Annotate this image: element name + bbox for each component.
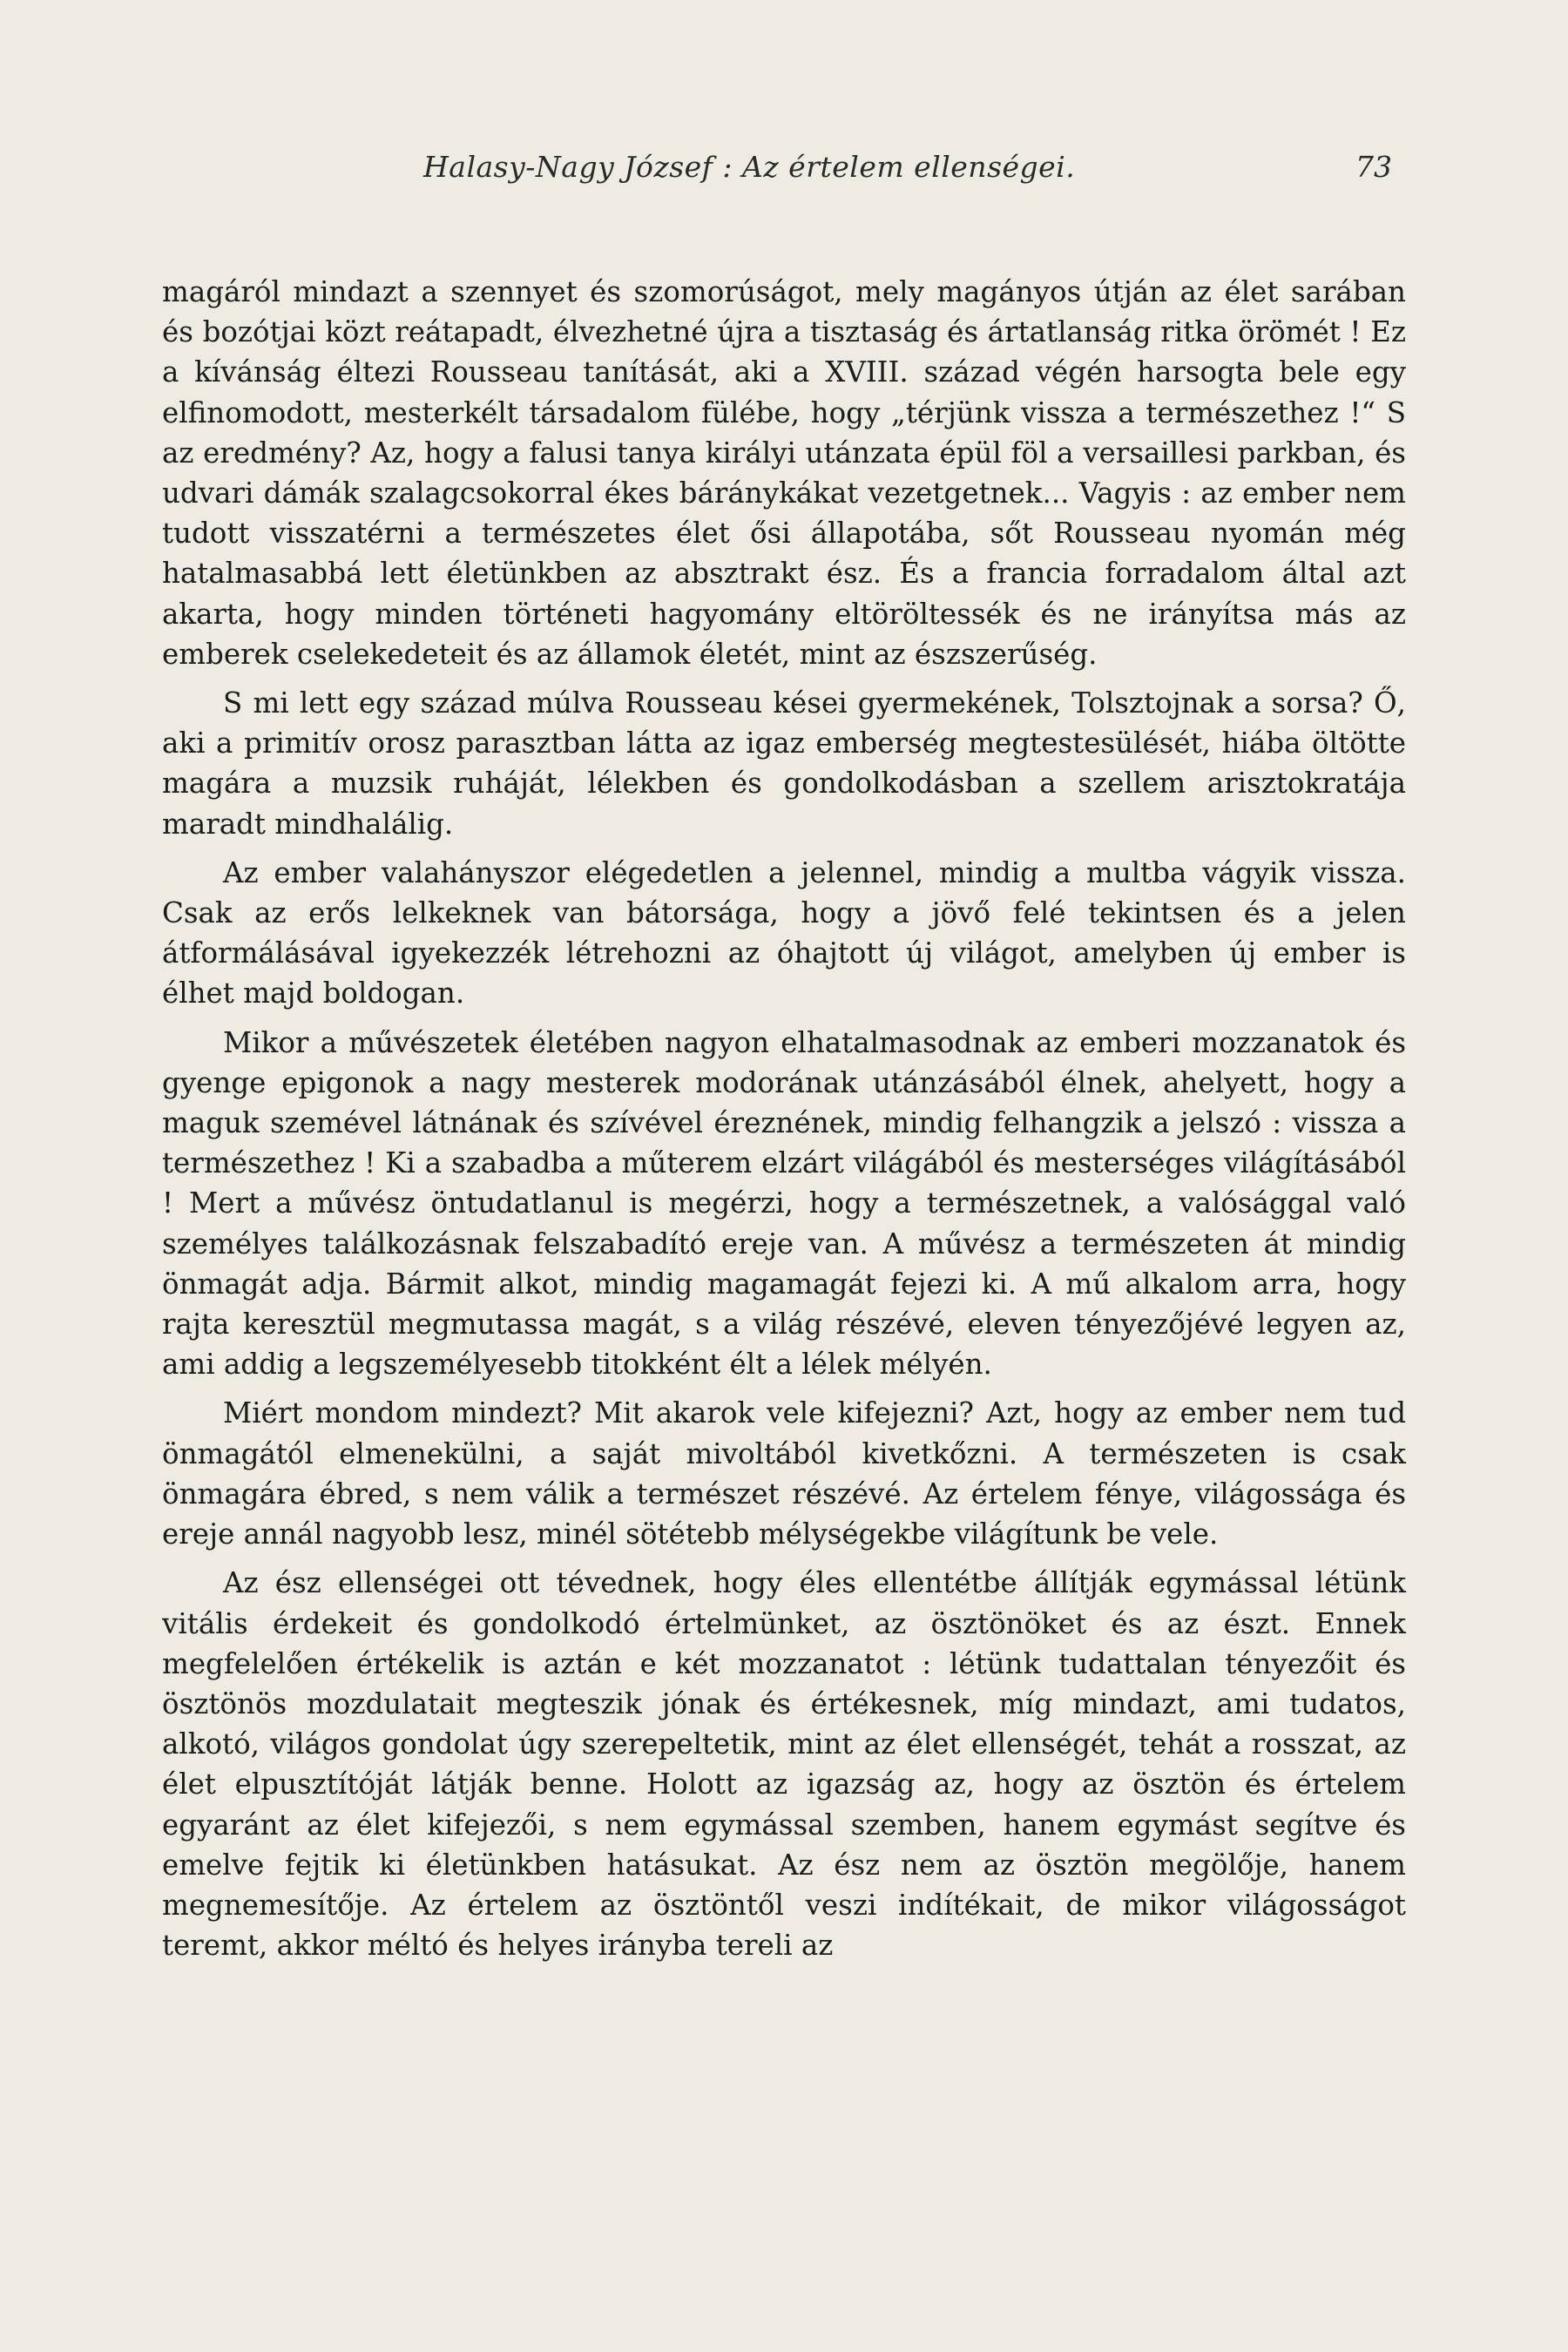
paragraph: Mikor a művészetek életében nagyon elhatalmasodnak az emberi mozzanatok és gyenge epigonok a nagy mesterek modorának utánzásából élnek, ahelyett, hogy a maguk szemével látnának és szívével éreznének, mindig felhangzik a jelszó : vissza a természethez ! Ki a szabadba a műterem elzárt világából és mesterséges világításából ! Mert a művész öntudatlanul is megérzi, hogy a természetnek, a valósággal való személyes találkozásnak felszabadító ereje van. A művész a természeten át mindig önmagát adja. Bármit alkot, mindig magamagát fejezi ki. A mű alkalom arra, hogy rajta keresztül megmutassa magát, s a világ részévé, eleven tényezőjévé legyen az, ami addig a legszemélyesebb titokként élt a lélek mélyén. — [162, 1025, 1406, 1382]
paragraph: magáról mindazt a szennyet és szomorúságot, mely magányos útján az élet sarában és bozótjai közt reátapadt, élvezhetné újra a tisztaság és ártatlanság ritka örömét ! Ez a kívánság éltezi Rousseau tanítását, aki a XVIII. század végén harsogta bele egy elfinomodott, mesterkélt társadalom fülébe, hogy „térjünk vissza a természethez !“ S az eredmény? Az, hogy a falusi tanya királyi utánzata épül föl a versaillesi parkban, és udvari dámák szalagcsokorral ékes báránykákat vezetgetnek... Vagyis : az ember nem tudott visszatérni a természetes élet ősi állapotába, sőt Rousseau nyomán még hatalmasabbá lett életünkben az absztrakt ész. És a francia forradalom által azt akarta, hogy minden történeti hagyomány eltöröltessék és ne irányítsa más az emberek cselekedeteit és az államok életét, mint az észszerűség. — [162, 275, 1406, 671]
paragraph: Miért mondom mindezt? Mit akarok vele kifejezni? Azt, hogy az ember nem tud önmagától elmenekülni, a saját mivoltából kivetkőzni. A természeten is csak önmagára ébred, s nem válik a természet részévé. Az értelem fénye, világossága és ereje annál nagyobb lesz, minél sötétebb mélységekbe világítunk be vele. — [162, 1396, 1406, 1551]
paragraph: Az ember valahányszor elégedetlen a jelennel, mindig a multba vágyik vissza. Csak az erős lelkeknek van bátorsága, hogy a jövő felé tekintsen és a jelen átformálásával igyekezzék létrehozni az óhajtott új világot, amelyben új ember is élhet majd boldogan. — [162, 855, 1406, 1010]
page-header — [162, 150, 1406, 192]
body-text — [162, 272, 1406, 1974]
paragraph: Az ész ellenségei ott tévednek, hogy éles ellentétbe állítják egymással létünk vitális érdekeit és gondolkodó értelmünket, az ösztönöket és az észt. Ennek megfelelően értékelik is aztán e két mozzanatot : létünk tudattalan tényezőit és ösztönös mozdulatait megteszik jónak és értékesnek, míg mindazt, ami tudatos, alkotó, világos gondolat úgy szerepeltetik, mint az élet ellenségét, tehát a rosszat, az élet elpusztítóját látják benne. Holott az igazság az, hogy az ösztön és értelem egyaránt az élet kifejezői, s nem egymással szemben, hanem egymást segítve és emelve fejtik ki életünkben hatásukat. Az ész nem az ösztön megölője, hanem megnemesítője. Az értelem az ösztöntől veszi indítékait, de mikor világosságot teremt, akkor méltó és helyes irányba tereli az — [162, 1566, 1406, 1963]
paragraph: S mi lett egy század múlva Rousseau kései gyermekének, Tolsztojnak a sorsa? Ő, aki a primitív orosz parasztban látta az igaz emberség megtestesülését, hiába öltötte magára a muzsik ruháját, lélekben és gondolkodásban a szellem arisztokratája maradt mindhalálig. — [162, 686, 1406, 841]
page-number: 73 — [1355, 150, 1392, 184]
running-head: Halasy-Nagy József : Az értelem ellenségei. — [423, 150, 1076, 184]
